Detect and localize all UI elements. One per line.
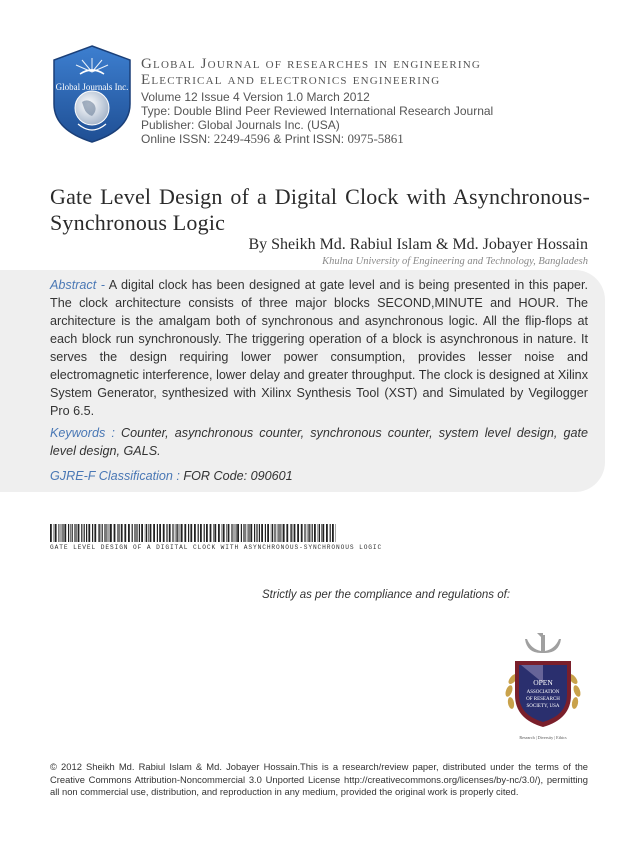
- license-text: © 2012 Sheikh Md. Rabiul Islam & Md. Jobayer Hossain.This is a research/review paper, distributed under the terms of the Creative Commons Attribution-Noncommercial 3.0 Unported License http://creativecommons.org/licenses/by-nc/3.0/), permitting all non commercial use, distribution, and reproduction in any medium, provided the original work is properly cited.: [50, 761, 588, 797]
- global-journals-logo: [50, 44, 134, 144]
- issn-online: 2249-4596: [213, 131, 271, 146]
- keywords: [50, 424, 588, 460]
- journal-name-line1: Global Journal of researches in engineering: [141, 56, 482, 72]
- oa-line3: OF RESEARCH: [526, 697, 560, 702]
- abstract-label: Abstract -: [50, 278, 105, 292]
- keywords-label: Keywords :: [50, 426, 115, 440]
- paper-authors: By Sheikh Md. Rabiul Islam & Md. Jobayer Hossain: [248, 236, 588, 253]
- classification: [50, 469, 293, 483]
- oa-motto: Research | Diversity | Ethics: [519, 735, 567, 740]
- oa-line2: ASSOCIATION: [526, 690, 560, 695]
- oa-line1: OPEN: [533, 678, 553, 687]
- paper-title: Gate Level Design of a Digital Clock with Asynchronous-Synchronous Logic: [50, 184, 590, 235]
- barcode-text: GATE LEVEL DESIGN OF A DIGITAL CLOCK WITH ASYNCHRONOUS-SYNCHRONOUS LOGIC: [50, 544, 383, 551]
- issn-line: [141, 132, 611, 146]
- compliance-note: Strictly as per the compliance and regulations of:: [262, 589, 511, 601]
- author-affiliation: Khulna University of Engineering and Technology, Bangladesh: [322, 256, 588, 267]
- abstract: [50, 276, 588, 420]
- publisher: Publisher: Global Journals Inc. (USA): [141, 118, 340, 132]
- journal-name-line2: Electrical and electronics engineering: [141, 72, 441, 88]
- oa-line4: SOCIETY, USA: [526, 704, 560, 709]
- volume-info: Volume 12 Issue 4 Version 1.0 March 2012: [141, 90, 370, 104]
- abstract-text: A digital clock has been designed at gate level and is being presented in this paper. The clock architecture consists of three major blocks SECOND,MINUTE and HOUR. The architecture is the amalgam both of synchronous and asynchronous logic. All the flip-flops at each block run synchronously. The triggering operation of a block is asynchronous in nature. It serves the design requiring lower power consumption, provides lesser noise and electromagnetic interference, lower delay and greater throughput. The clock is designed at Xilinx System Generator, synthesized with Xilinx Synthesis Tool (XST) and Simulated by Vegilogger Pro 6.5.: [50, 278, 588, 418]
- keywords-text: Counter, asynchronous counter, synchronous counter, system level design, gate level design, GALS.: [50, 426, 588, 458]
- barcode: [50, 524, 336, 542]
- issn-print: 0975-5861: [347, 131, 404, 146]
- journal-type: Type: Double Blind Peer Reviewed International Research Journal: [141, 104, 494, 118]
- classification-label: GJRE-F Classification :: [50, 469, 180, 483]
- classification-text: FOR Code: 090601: [179, 469, 293, 483]
- issn-online-label: Online ISSN:: [141, 132, 211, 146]
- journal-header: [141, 56, 611, 146]
- logo-text: Global Journals Inc.: [55, 82, 129, 92]
- open-association-logo: [497, 633, 589, 743]
- issn-print-label: & Print ISSN:: [273, 132, 345, 146]
